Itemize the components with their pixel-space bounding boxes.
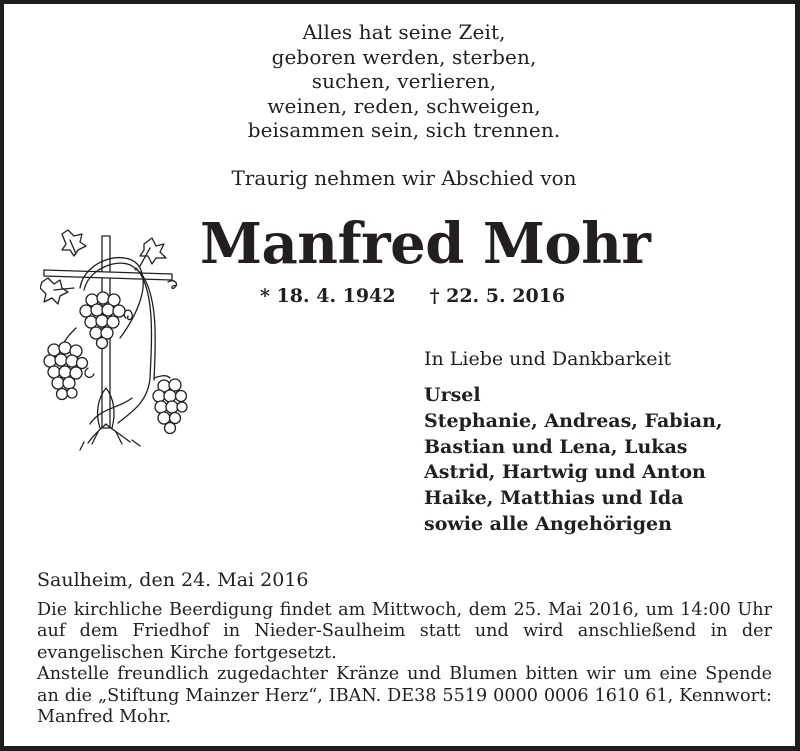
funeral-details: Die kirchliche Beerdigung findet am Mittwoch, dem 25. Mai 2016, um 14:00 Uhr auf dem Friedhof in Nieder-Saulheim statt und wird anschließend in der evangelischen Kirche fortgesetzt. [37, 600, 772, 663]
deceased-name: Manfred Mohr [200, 211, 651, 277]
poem [4, 20, 800, 143]
mourners-heading: In Liebe und Dankbarkeit [424, 348, 672, 370]
birth-date: * 18. 4. 1942 [260, 285, 396, 307]
poem-line: geboren werden, sterben, [271, 44, 537, 69]
poem-line: weinen, reden, schweigen, [267, 93, 541, 118]
poem-line: suchen, verlieren, [311, 69, 497, 93]
funeral-notice [37, 600, 772, 728]
death-date: † 22. 5. 2016 [429, 285, 566, 307]
poem-line: beisammen sein, sich trennen. [247, 118, 561, 142]
mourners-list [424, 383, 723, 538]
cross-with-grapevine-icon [40, 228, 190, 464]
place-and-date: Saulheim, den 24. Mai 2016 [37, 569, 309, 591]
life-dates [260, 283, 565, 309]
mourner-line: Stephanie, Andreas, Fabian, [424, 409, 723, 432]
donation-request: Anstelle freundlich zugedachter Kränze und Blumen bitten wir um eine Spende an die „Stiftung Mainzer Herz“, IBAN. DE38 5519 0000 0006 1610 61, Kennwort: Manfred Mohr. [37, 664, 772, 728]
poem-line: Alles hat seine Zeit, [302, 20, 506, 44]
mourner-line: sowie alle Angehörigen [424, 512, 672, 535]
farewell-intro: Traurig nehmen wir Abschied von [231, 166, 577, 190]
mourner-line: Haike, Matthias und Ida [424, 487, 684, 510]
mourner-line: Ursel [424, 384, 481, 406]
mourner-line: Astrid, Hartwig und Anton [424, 461, 706, 484]
mourner-line: Bastian und Lena, Lukas [424, 435, 688, 458]
